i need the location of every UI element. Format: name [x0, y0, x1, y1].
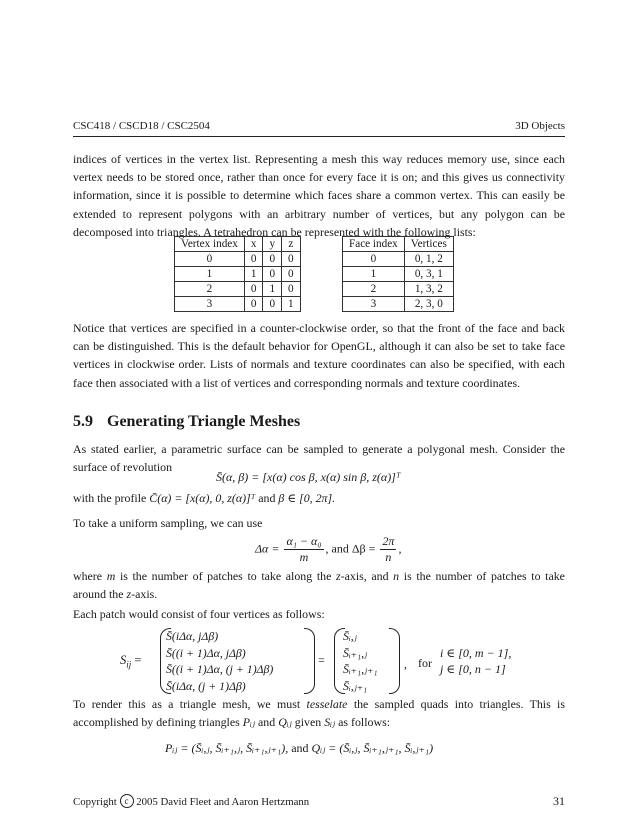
table-cell: 1: [244, 267, 263, 282]
text-run: where: [73, 569, 103, 583]
fraction-numerator: 2π: [382, 534, 395, 548]
matrix-entry: S̄ᵢ₊₁,ⱼ: [343, 645, 368, 660]
emphasis-tesselate: tesselate: [306, 697, 348, 711]
condition-j: j ∈ [0, n − 1]: [440, 662, 506, 676]
equation-comma: ,: [398, 541, 402, 556]
text-run: and: [258, 715, 276, 730]
vertex-table-header: [175, 237, 301, 252]
running-header-chapter: 3D Objects: [515, 120, 565, 132]
profile-and: and: [258, 491, 276, 505]
paragraph-mesh-indices: indices of vertices in the vertex list. Representing a mesh this way reduces memory use, since each vertex needs to be stored once, rather than once for every face it is on; and this gives us connectivity information, since it is possible to determine which faces share a common vertex. This can easily be extended to represent polygons with an arbitrary number of vertices, but any polygon can be decomposed into triangles. A tetrahedron can be represented with the following lists:: [73, 152, 565, 239]
condition-i: i ∈ [0, m − 1],: [440, 646, 512, 660]
copyright-authors: 2005 David Fleet and Aaron Hertzmann: [136, 796, 310, 808]
table-header-cell: x: [244, 237, 263, 252]
table-cell: 1, 3, 2: [404, 282, 453, 297]
fraction-delta-alpha: [284, 534, 323, 565]
right-paren: [389, 628, 400, 694]
equals-sign: =: [318, 653, 325, 667]
text-run: -axis.: [131, 587, 158, 602]
vertex-table: [174, 236, 301, 312]
fraction-numerator: α₁ − α₀: [286, 534, 322, 548]
table-row: [343, 267, 454, 282]
profile-line: [73, 491, 335, 506]
matrix-entry: S̄(iΔα, (j + 1)Δβ): [166, 678, 246, 693]
paragraph-patch-vertices: Each patch would consist of four vertices as follows:: [73, 607, 325, 621]
face-table: [342, 236, 454, 312]
table-row: [175, 267, 301, 282]
fraction-delta-beta: [380, 534, 396, 565]
matrix-entry: S̄((i + 1)Δα, jΔβ): [166, 645, 246, 660]
table-cell: 3: [175, 297, 245, 312]
running-header-course: CSC418 / CSCD18 / CSC2504: [73, 120, 210, 132]
text-run: is the number of patches to take along the: [119, 569, 332, 583]
table-cell: 3: [343, 297, 405, 312]
matrix-entry: S̄ᵢ₊₁,ⱼ₊₁: [343, 662, 378, 676]
paragraph-uniform-sampling: To take a uniform sampling, we can use: [73, 516, 263, 530]
patch-lhs: [120, 653, 141, 670]
page-number: 31: [553, 794, 565, 808]
table-cell: 0: [263, 297, 282, 312]
table-cell: 1: [343, 267, 405, 282]
table-header-cell: z: [282, 237, 301, 252]
var-p: Pᵢⱼ: [242, 715, 256, 730]
table-cell: 0, 1, 2: [404, 252, 453, 267]
text-run: as follows:: [338, 715, 390, 730]
equation-comma: ,: [404, 657, 407, 671]
section-title: Generating Triangle Meshes: [107, 413, 301, 430]
table-row: [343, 282, 454, 297]
table-cell: 1: [263, 282, 282, 297]
table-row: [343, 297, 454, 312]
text-run: To render this as a triangle mesh, we must: [73, 697, 301, 711]
patch-right-column: [343, 628, 378, 694]
index-conditions: [440, 645, 511, 677]
paragraph-vertex-order: Notice that vertices are specified in a counter-clockwise order, so that the front of the face and back can be distinguished. This is the default behavior for OpenGL, although it can also be set to take face vertices in clockwise order. Lists of normals and texture coordinates can also be specified, with each face then associated with a list of vertices and corresponding normals and texture coordinates.: [73, 321, 565, 390]
var-z: z: [336, 569, 341, 583]
table-header-cell: y: [263, 237, 282, 252]
table-cell: 0: [282, 267, 301, 282]
var-m: m: [106, 569, 116, 583]
table-cell: 0: [175, 252, 245, 267]
matrix-entry: S̄ᵢ,ⱼ: [343, 629, 357, 643]
table-row: [175, 252, 301, 267]
table-cell: 2: [343, 282, 405, 297]
table-header-cell: Vertices: [404, 237, 453, 252]
table-cell: 0: [244, 282, 263, 297]
and-word: and: [291, 741, 309, 755]
section-heading: [73, 413, 314, 431]
table-cell: 1: [175, 267, 245, 282]
table-header-cell: Face index: [343, 237, 405, 252]
header-rule: [73, 136, 565, 137]
profile-text: with the profile: [73, 491, 147, 505]
copyright-icon: c: [120, 794, 134, 808]
for-label: for: [418, 656, 432, 670]
text-run: is the number of patches to take around the: [73, 569, 565, 602]
table-row: [343, 252, 454, 267]
patch-left-column: [166, 628, 273, 694]
right-paren: [304, 628, 315, 694]
table-cell: 0: [263, 267, 282, 282]
paragraph-tesselate: [73, 695, 565, 731]
var-n: n: [393, 569, 400, 583]
copyright-word: Copyright: [73, 796, 117, 808]
table-cell: 2, 3, 0: [404, 297, 453, 312]
var-q: Qᵢⱼ: [278, 715, 292, 730]
matrix-entry: S̄((i + 1)Δα, (j + 1)Δβ): [166, 662, 274, 676]
beta-range: β ∈ [0, 2π].: [278, 491, 336, 505]
table-cell: 0: [244, 252, 263, 267]
fraction-denominator: n: [385, 550, 392, 564]
equation-sampling-step: [255, 534, 401, 565]
text-run: -axis, and: [340, 569, 389, 583]
table-cell: 2: [175, 282, 245, 297]
table-cell: 0, 3, 1: [404, 267, 453, 282]
triangle-q: Qᵢⱼ = (S̄ᵢ,ⱼ, S̄ᵢ₊₁,ⱼ₊₁, S̄ᵢ,ⱼ₊₁): [311, 741, 434, 755]
var-s: Sᵢⱼ: [324, 715, 336, 730]
footer-copyright: [73, 794, 309, 808]
equation-triangles: [165, 741, 433, 756]
matrix-entry: S̄(iΔα, jΔβ): [166, 629, 219, 643]
profile-formula: C̄(α) = [x(α), 0, z(α)]ᵀ: [149, 491, 256, 505]
table-cell: 1: [282, 297, 301, 312]
fraction-denominator: m: [299, 550, 309, 564]
table-row: [175, 297, 301, 312]
paragraph-patch-counts: [73, 567, 565, 603]
delta-alpha-lhs: Δα =: [255, 541, 280, 556]
delta-beta-lhs: , and Δβ =: [325, 541, 376, 556]
text-run: the sampled quads into triangles. This is accomplished by defining triangles: [73, 697, 565, 730]
equation-surface-of-revolution: S̄(α, β) = [x(α) cos β, x(α) sin β, z(α)]ᵀ: [216, 470, 401, 484]
matrix-entry: S̄ᵢ,ⱼ₊₁: [343, 678, 368, 693]
var-z: z: [126, 587, 132, 602]
equals-sign: =: [134, 653, 142, 667]
table-cell: 0: [282, 282, 301, 297]
text-run: given: [294, 715, 322, 730]
table-cell: 0: [263, 252, 282, 267]
table-header-cell: Vertex index: [175, 237, 245, 252]
paragraph-surface-intro: As stated earlier, a parametric surface can be sampled to generate a polygonal mesh. Consider the surface of revolution: [73, 442, 565, 475]
symbol-s: S: [120, 653, 127, 667]
table-cell: 0: [282, 252, 301, 267]
subscript-ij: ij: [126, 659, 132, 670]
table-row: [175, 282, 301, 297]
triangle-p: Pᵢⱼ = (S̄ᵢ,ⱼ, S̄ᵢ₊₁,ⱼ, S̄ᵢ₊₁,ⱼ₊₁),: [165, 741, 289, 755]
table-cell: 0: [343, 252, 405, 267]
face-table-header: [343, 237, 454, 252]
table-cell: 0: [244, 297, 263, 312]
section-number: 5.9: [73, 413, 93, 430]
